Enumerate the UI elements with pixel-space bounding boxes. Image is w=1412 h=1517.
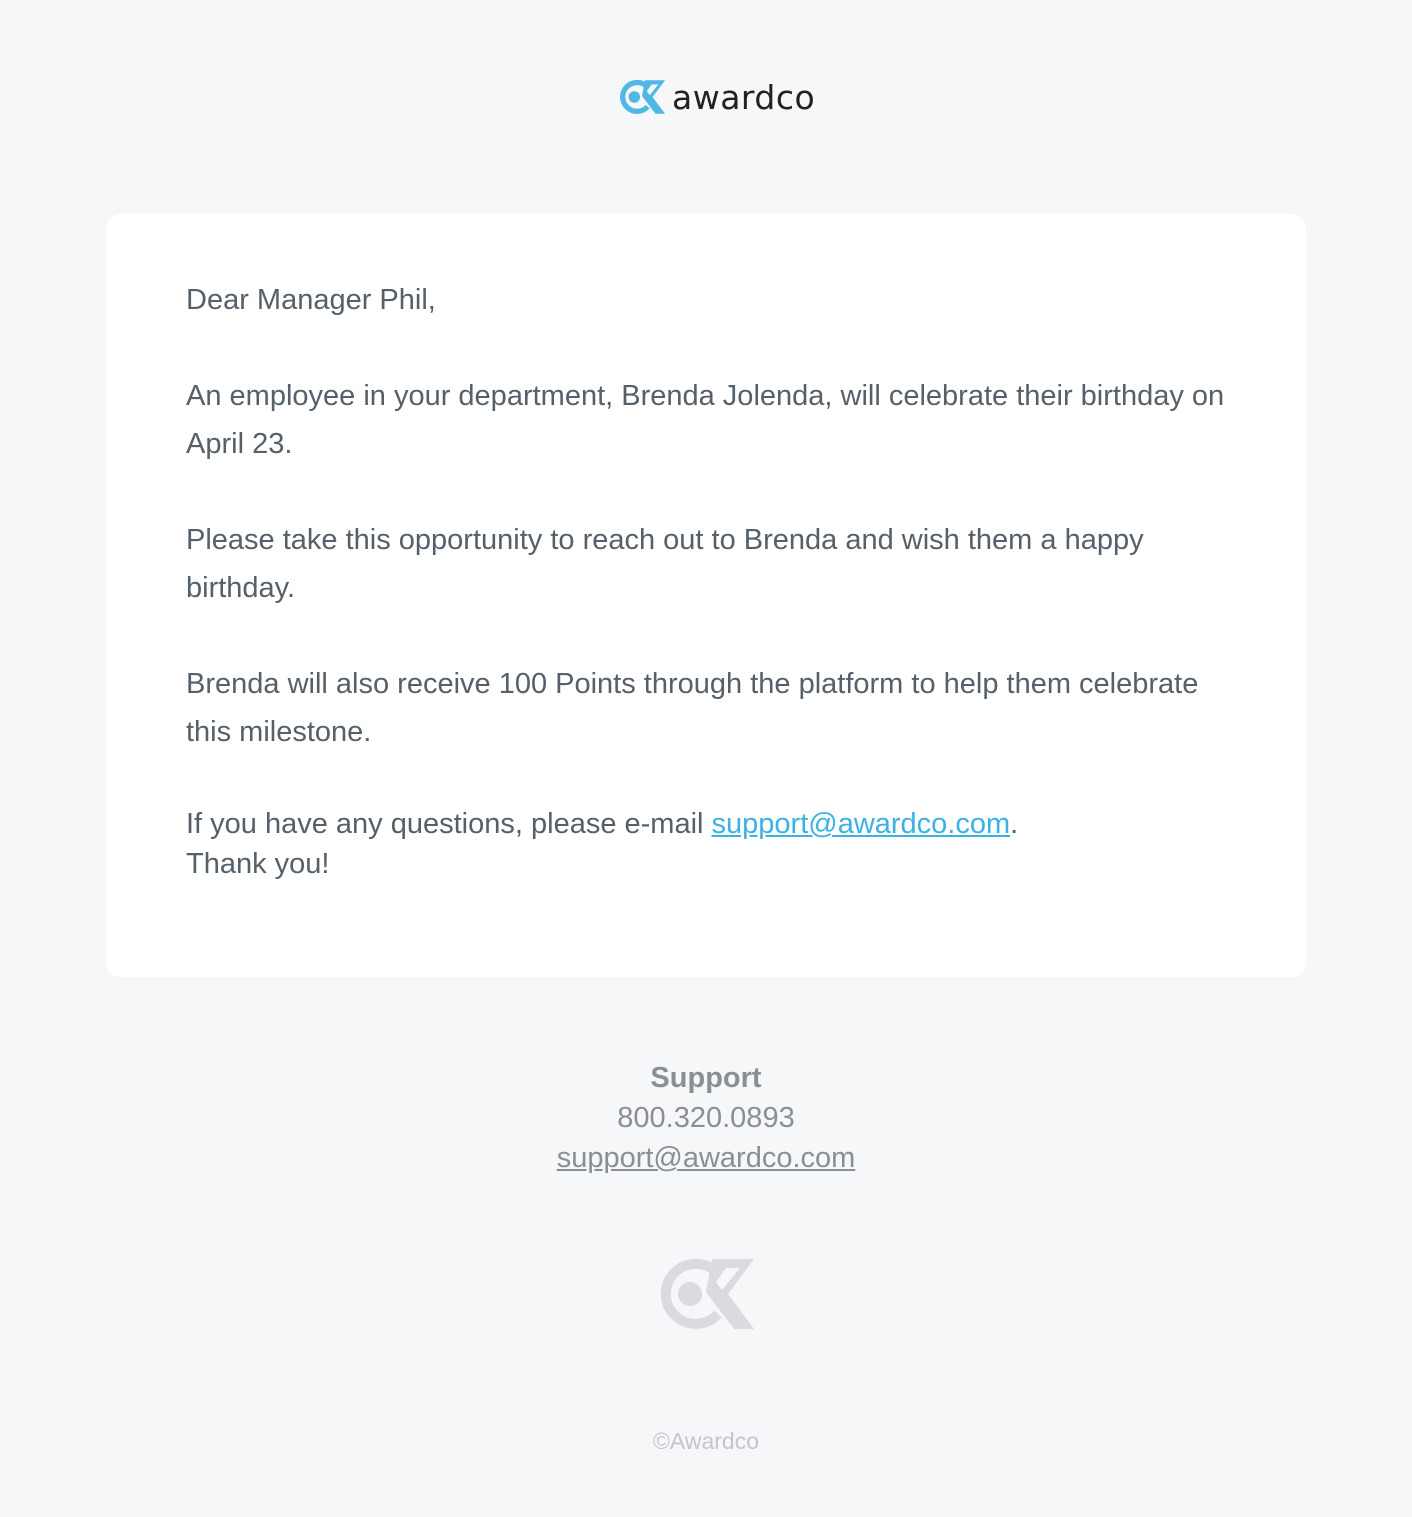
questions-paragraph [186, 804, 1236, 884]
reach-out-paragraph: Please take this opportunity to reach out to Brenda and wish them a happy birthday. [186, 524, 1144, 604]
brand-wordmark: awardco [672, 77, 816, 117]
footer-support-email-link[interactable]: support@awardco.com [556, 1142, 856, 1174]
points-paragraph: Brenda will also receive 100 Points through the platform to help them celebrate this milestone. [186, 668, 1199, 748]
awardco-logo [618, 78, 815, 116]
support-title: Support [650, 1062, 762, 1094]
awardco-mark-icon [618, 78, 666, 116]
copyright: ©Awardco [652, 1428, 759, 1454]
greeting: Dear Manager Phil, [186, 284, 436, 316]
closing: Thank you! [186, 848, 330, 880]
footer-logo-mark-icon [656, 1256, 756, 1337]
email-card [106, 214, 1306, 977]
questions-suffix: . [1010, 808, 1019, 840]
birthday-paragraph: An employee in your department, Brenda Jolenda, will celebrate their birthday on April 23. [186, 380, 1225, 460]
support-phone: 800.320.0893 [617, 1102, 795, 1134]
questions-text: If you have any questions, please e-mail [186, 808, 712, 840]
email-body [186, 276, 1236, 884]
support-email-link[interactable]: support@awardco.com [711, 808, 1011, 840]
footer-support [0, 1058, 1412, 1178]
